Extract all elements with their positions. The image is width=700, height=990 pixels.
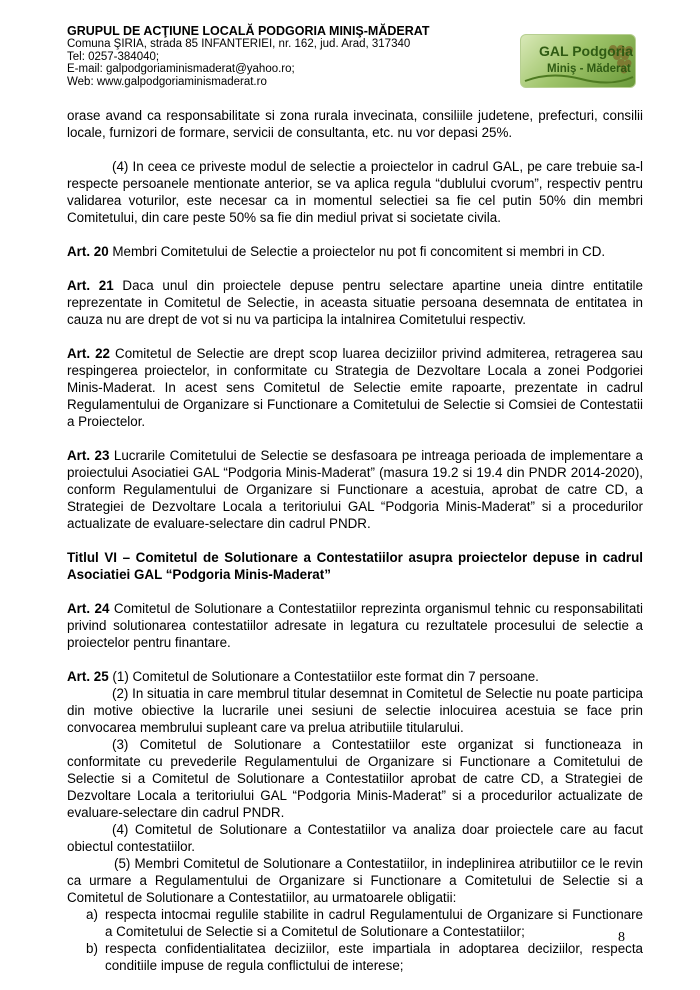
- email: E-mail: galpodgoriaminismaderat@yahoo.ro;: [67, 63, 295, 75]
- article-text: Comitetul de Solutionare a Contestatiilor reprezinta organismul tehnic cu responsabilitati privind solutionarea contestatiilor adresate in legatura cu rezultatele procesului de selectie a proiectelor pentru finantare.: [67, 601, 643, 650]
- article-20: [67, 243, 643, 260]
- article-label: Art. 25: [67, 669, 109, 684]
- article-text: Comitetul de Selectie are drept scop luarea deciziilor privind admiterea, retragerea sau respingerea proiectelor, in conformitate cu Strategia de Dezvoltare Locala a zonei Podgoriei Minis-Maderat. In acest sens Comitetul de Selectie emite rapoarte, prezentate in cadrul Regulamentului de Organizare si Functionare a Comitetului de Selectie si Comsiei de Contestatii a Proiectelor.: [67, 346, 643, 429]
- article-21: [67, 277, 643, 328]
- article-label: Art. 21: [67, 278, 114, 293]
- article-text: Membri Comitetului de Selectie a proiectelor nu pot fi concomitent si membri in CD.: [108, 244, 606, 259]
- gal-logo: [520, 34, 636, 88]
- paragraph: (3) Comitetul de Solutionare a Contestatiilor este organizat si functioneaza in conformitate cu prevederile Regulamentului de Organizare si Functionare a Comitetului de Selectie si a Comitetul de Solutionare a Contestatiilor aprobat de catre CD, a Strategiei de Dezvoltare Locala a teritoriului GAL “Podgoria Minis-Maderat” si a procedurilor actualizate de evaluare-selectare din cadrul PNDR.: [67, 737, 643, 820]
- paragraph: (4) Comitetul de Solutionare a Contestatiilor va analiza doar proiectele care au facut obiectul contestatiilor.: [67, 822, 643, 854]
- list-marker: a): [86, 907, 98, 922]
- page-number: 8: [618, 930, 625, 945]
- document-body: [67, 107, 643, 974]
- list-item-text: respecta intocmai regulile stabilite in cadrul Regulamentului de Organizare si Functionare a Comitetului de Selectie si a Comitetul de Solutionare a Contestatiilor;: [105, 907, 643, 939]
- logo-text-minis: Miniş - Măderat: [547, 63, 631, 75]
- article-24: [67, 600, 643, 651]
- logo-text-gal: GAL Podgoria: [539, 43, 633, 59]
- telephone: Tel: 0257-384040;: [67, 50, 160, 63]
- article-label: Art. 23: [67, 448, 110, 463]
- list-item-text: respecta confidentialitatea deciziilor, este impartiala in adoptarea deciziilor, respecta conditiile impuse de regula conflictului de interese;: [105, 941, 643, 973]
- address: Comuna ŞIRIA, strada 85 INFANTERIEI, nr. 162, jud. Arad, 317340: [67, 38, 411, 50]
- list-marker: b): [86, 941, 98, 956]
- article-label: Art. 20: [67, 244, 109, 259]
- list-item: [86, 906, 643, 940]
- letterhead: [67, 24, 567, 88]
- article-text: Daca unul din proiectele depuse pentru selectare apartine uneia dintre entitatile reprezentate in Comitetul de Selectie, in aceasta situatie persoana desemnata de entitatea in cauza nu are drept de vot si nu va participa la intalnirea Comitetului respectiv.: [67, 278, 643, 327]
- paragraph: (2) In situatia in care membrul titular desemnat in Comitetul de Selectie nu poate participa din motive obiective la lucrarile unei sesiuni de selectie inlocuirea acestuia se face prin convocarea membrului supleant care va prelua atributiile titularului.: [67, 686, 643, 735]
- paragraph: (4) In ceea ce priveste modul de selectie a proiectelor in cadrul GAL, pe care trebuie sa-l respecte persoanele mentionate anterior, se va aplica regula “dublului cvorum”, respectiv pentru validarea voturilor, este necesar ca in momentul selectiei sa fie cel putin 50% din membri Comitetului, din care peste 50% sa fie din mediul privat si societate civila.: [67, 159, 643, 225]
- article-text: Lucrarile Comitetului de Selectie se desfasoara pe intreaga perioada de implementare a proiectului Asociatiei GAL “Podgoria Minis-Maderat” (masura 19.2 si 19.4 din PNDR 2014-2020), conform Regulamentului de Organizare si Functionare a acestuia, aprobat de catre CD, a Strategiei de Dezvoltare Locala a teritoriului GAL “Podgoria Minis-Maderat” si a procedurilor actualizate de evaluare-selectare din cadrul PNDR.: [67, 448, 643, 531]
- section-title: Titlul VI – Comitetul de Solutionare a Contestatiilor asupra proiectelor depuse in cadrul Asociatiei GAL “Podgoria Minis-Maderat”: [67, 550, 643, 582]
- paragraph: orase avand ca responsabilitate si zona rurala invecinata, consiliile judetene, prefecturi, consilii locale, furnizori de formare, servicii de consultanta, etc. nu vor depasi 25%.: [67, 108, 643, 140]
- article-text: (1) Comitetul de Solutionare a Contestatiilor este format din 7 persoane.: [108, 669, 539, 684]
- organization-name: GRUPUL DE ACŢIUNE LOCALĂ PODGORIA MINIŞ-MĂDERAT: [67, 24, 430, 38]
- article-22: [67, 345, 643, 430]
- list-item: [86, 940, 643, 974]
- article-23: [67, 447, 643, 532]
- obligations-list: [67, 906, 643, 974]
- article-25: [67, 668, 643, 685]
- article-label: Art. 24: [67, 601, 110, 616]
- article-label: Art. 22: [67, 346, 110, 361]
- website: Web: www.galpodgoriaminismaderat.ro: [67, 75, 267, 88]
- paragraph: (5) Membri Comitetul de Solutionare a Contestatiilor, in indeplinirea atributiilor ce le revin ca urmare a Regulamentului de Organizare si Functionare a Comitetului de Selectie si a Comitetul de Solutionare a Contestatiilor, au urmatoarele obligatii:: [67, 856, 643, 905]
